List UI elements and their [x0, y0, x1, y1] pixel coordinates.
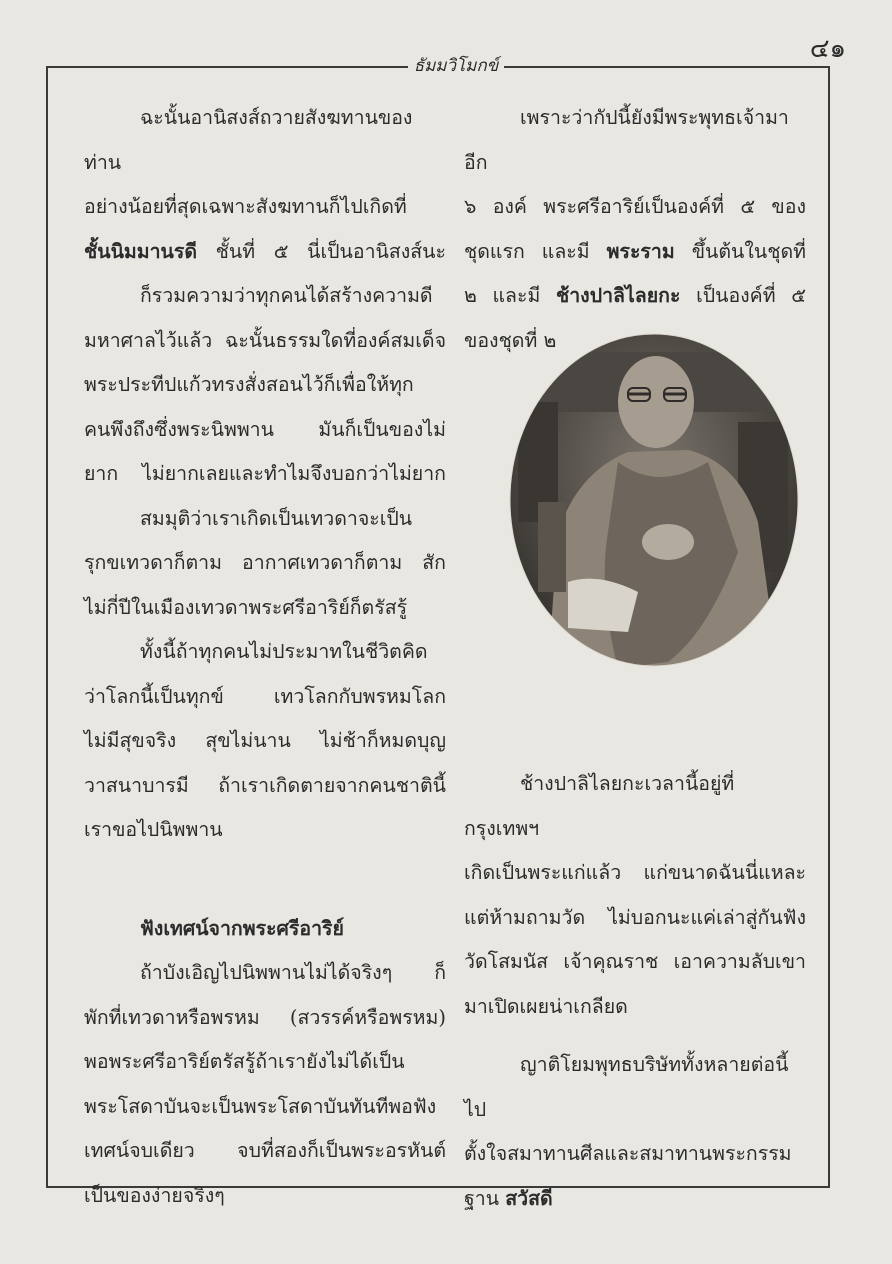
text-span: ๒ และมี [464, 284, 556, 307]
text-line: มหาศาลไว้แล้ว ฉะนั้นธรรมใดที่องค์สมเด็จ [84, 328, 446, 352]
text-line: ฉะนั้นอานิสงส์ถวายสังฆทานของท่าน [84, 106, 413, 174]
text-line [464, 274, 806, 319]
text-line: ทั้งนี้ถ้าทุกคนไม่ประมาทในชีวิตคิด [140, 640, 428, 663]
page-number: ๔๑ [809, 34, 846, 64]
text-line: ว่าโลกนี้เป็นทุกข์ เทวโลกกับพรหมโลก [84, 684, 446, 708]
text-line: พอพระศรีอาริย์ตรัสรู้ถ้าเรายังไม่ได้เป็น [84, 1050, 405, 1073]
text-line: ไม่มีสุขจริง สุขไม่นาน ไม่ช้าก็หมดบุญ [84, 729, 446, 752]
text-line: ตั้งใจสมาทานศีลและสมาทานพระกรรม [464, 1142, 792, 1165]
text-line: เป็นของง่ายจริงๆ [84, 1183, 225, 1207]
text-line: ถ้าบังเอิญไปนิพพานไม่ได้จริงๆ ก็ [140, 961, 446, 984]
text-line: พระประทีปแก้วทรงสั่งสอนไว้ก็เพื่อให้ทุก [84, 373, 414, 396]
text-line: เทศน์จบเดียว จบที่สองก็เป็นพระอรหันต์ [84, 1139, 446, 1162]
text-line: พักที่เทวดาหรือพรหม (สวรรค์หรือพรหม) [84, 1005, 446, 1029]
text-span: ขึ้นต้นในชุดที่ [674, 239, 806, 263]
text-line: มาเปิดเผยน่าเกลียด [464, 994, 628, 1018]
text-line: คนพึงถึงซึ่งพระนิพพาน มันก็เป็นของไม่ [84, 417, 446, 441]
text-line [464, 230, 806, 275]
bold-term: สวัสดี [505, 1186, 553, 1210]
paragraph-gap [464, 1029, 806, 1043]
bold-term: ช้างปาลิไลยกะ [555, 284, 681, 307]
right-column-top [464, 96, 806, 363]
text-line [84, 230, 446, 275]
text-span: ฐาน [464, 1186, 506, 1210]
text-line: ไม่กี่ปีในเมืองเทวดาพระศรีอาริย์ก็ตรัสรู้ [84, 595, 408, 619]
text-line: พระโสดาบันจะเป็นพระโสดาบันทันทีพอฟัง [84, 1094, 437, 1118]
running-header-title: ธัมมวิโมกข์ [413, 56, 499, 76]
text-line: อย่างน้อยที่สุดเฉพาะสังฆทานก็ไปเกิดที่ [84, 195, 407, 218]
text-line: ยาก ไม่ยากเลยและทำไมจึงบอกว่าไม่ยาก [84, 462, 446, 485]
text-span: ชั้นที่ ๕ นี่เป็นอานิสงส์นะ [197, 239, 446, 263]
left-column [84, 96, 446, 1218]
text-line: เราขอไปนิพพาน [84, 818, 223, 841]
text-span: ชุดแรก และมี [464, 239, 607, 263]
text-line: เกิดเป็นพระแก่แล้ว แก่ขนาดฉันนี่แหละ [464, 861, 806, 884]
text-line: ญาติโยมพุทธบริษัททั้งหลายต่อนี้ไป [464, 1053, 789, 1121]
portrait-oval-image [508, 332, 800, 668]
monk-portrait-photo [508, 332, 800, 668]
text-line [464, 1177, 806, 1222]
text-line: รุกขเทวดาก็ตาม อากาศเทวดาก็ตาม สัก [84, 551, 446, 574]
text-line: ก็รวมความว่าทุกคนได้สร้างความดี [140, 284, 433, 307]
paragraph-gap [84, 853, 446, 897]
text-span: เป็นองค์ที่ ๕ [680, 284, 806, 307]
text-line: วาสนาบารมี ถ้าเราเกิดตายจากคนชาตินี้ [84, 773, 446, 797]
section-subheading: ฟังเทศน์จากพระศรีอาริย์ [140, 916, 344, 940]
text-line: เพราะว่ากัปนี้ยังมีพระพุทธเจ้ามาอีก [464, 106, 789, 174]
right-column-bottom [464, 762, 806, 1221]
text-line: สมมุติว่าเราเกิดเป็นเทวดาจะเป็น [140, 506, 413, 530]
bold-term: ชั้นนิมมานรดี [84, 239, 198, 263]
text-line: วัดโสมนัส เจ้าคุณราช เอาความลับเขา [464, 950, 806, 973]
text-line: ช้างปาลิไลยกะเวลานี้อยู่ที่กรุงเทพฯ [464, 772, 735, 840]
text-line: ของชุดที่ ๒ [464, 328, 557, 352]
text-line: ๖ องค์ พระศรีอาริย์เป็นองค์ที่ ๕ ของ [464, 195, 806, 218]
bold-term: พระราม [606, 239, 675, 263]
text-line: แต่ห้ามถามวัด ไม่บอกนะแค่เล่าสู่กันฟัง [464, 905, 806, 929]
